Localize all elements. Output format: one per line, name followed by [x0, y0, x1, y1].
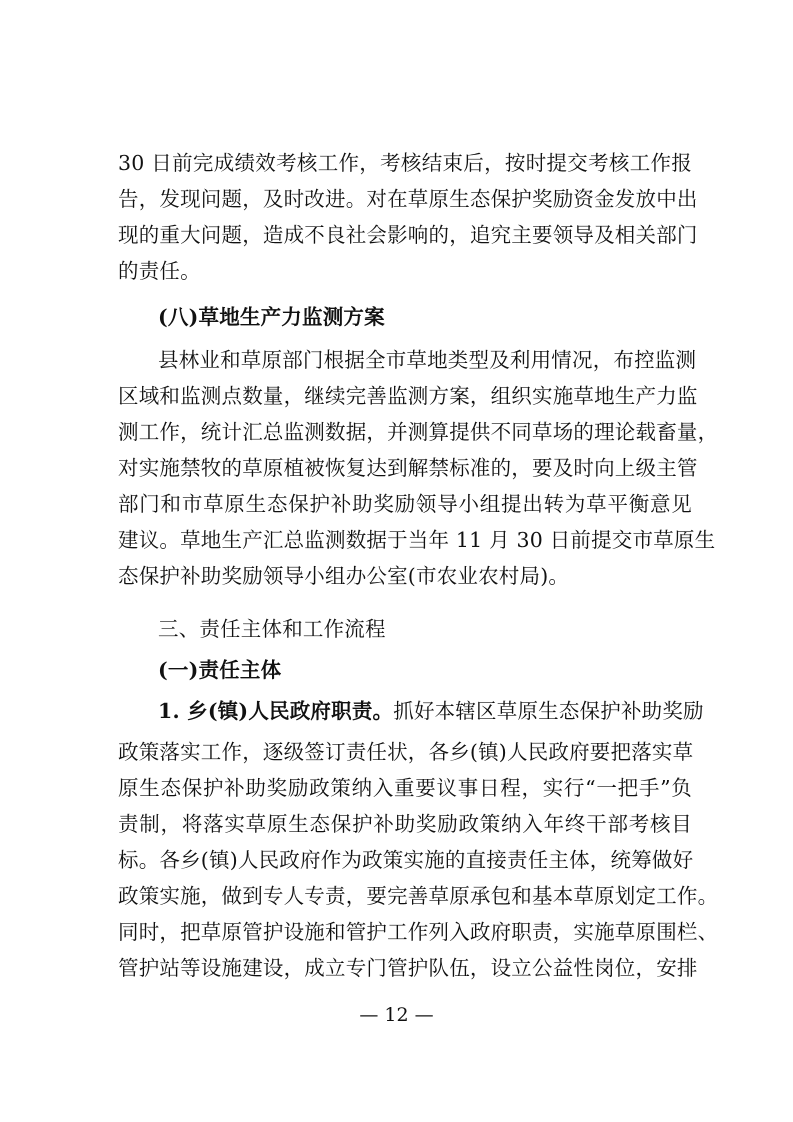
paragraph-line: 告，发现问题，及时改进。对在草原生态保护奖励资金发放中出 — [118, 187, 698, 211]
paragraph-line: 管护站等设施建设，成立专门管护队伍，设立公益性岗位，安排 — [118, 956, 698, 980]
paragraph-line: 30 日前完成绩效考核工作，考核结束后，按时提交考核工作报 — [118, 151, 692, 175]
subsection-heading: (一)责任主体 — [158, 658, 282, 682]
section-heading: (八)草地生产力监测方案 — [158, 305, 385, 329]
page-number: — 12 — — [359, 1004, 434, 1026]
paragraph-line: 标。各乡(镇)人民政府作为政策实施的直接责任主体，统筹做好 — [118, 848, 694, 872]
paragraph-line: 政策实施，做到专人专责，要完善草原承包和基本草原划定工作。 — [118, 884, 719, 908]
chapter-heading: 三、责任主体和工作流程 — [158, 617, 386, 641]
paragraph-line: 区域和监测点数量，继续完善监测方案，组织实施草地生产力监 — [118, 384, 698, 408]
paragraph-line: 的责任。 — [118, 259, 201, 283]
paragraph-line: 责制，将落实草原生态保护补助奖励政策纳入年终干部考核目 — [118, 812, 692, 836]
duty-text: 抓好本辖区草原生态保护补助奖励 — [393, 699, 704, 723]
paragraph-line: 部门和市草原生态保护补助奖励领导小组提出转为草平衡意见 — [118, 492, 692, 516]
duty-lead: 1. 乡(镇)人民政府职责。 — [158, 699, 394, 723]
paragraph-line: 态保护补助奖励领导小组办公室(市农业农村局)。 — [118, 564, 570, 588]
paragraph-line: 县林业和草原部门根据全市草地类型及利用情况，布控监测 — [158, 348, 697, 372]
paragraph-line: 建议。草地生产汇总监测数据于当年 11 月 30 日前提交市草原生 — [118, 528, 716, 552]
paragraph-line: 同时，把草原管护设施和管护工作列入政府职责，实施草原围栏、 — [118, 920, 719, 944]
paragraph-line — [158, 693, 704, 729]
paragraph-line: 现的重大问题，造成不良社会影响的，追究主要领导及相关部门 — [118, 223, 698, 247]
paragraph-line: 测工作，统计汇总监测数据，并测算提供不同草场的理论载畜量， — [118, 420, 719, 444]
paragraph-line: 政策落实工作，逐级签订责任状，各乡(镇)人民政府要把落实草 — [118, 740, 694, 764]
paragraph-line: 对实施禁牧的草原植被恢复达到解禁标准的，要及时向上级主管 — [118, 456, 698, 480]
paragraph-line: 原生态保护补助奖励政策纳入重要议事日程，实行“一把手”负 — [118, 776, 692, 800]
